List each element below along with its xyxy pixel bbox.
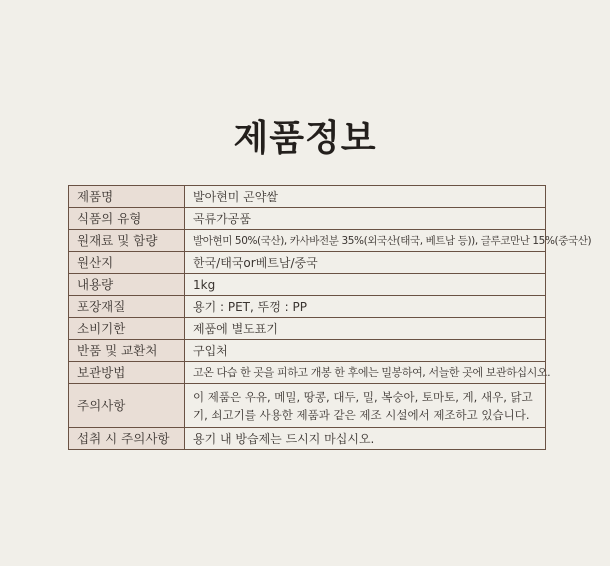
row-value: 발아현미 곤약쌀: [185, 186, 546, 208]
row-value: 발아현미 50%(국산), 카사바전분 35%(외국산(태국, 베트남 등)), 글루코만난 15%(중국산): [185, 230, 546, 252]
row-value: 제품에 별도표기: [185, 318, 546, 340]
row-label: 보관방법: [69, 362, 185, 384]
product-info-table: [68, 185, 592, 450]
table-row-storage: [69, 362, 546, 384]
row-label: 섭취 시 주의사항: [69, 428, 185, 450]
row-label: 원재료 및 함량: [69, 230, 185, 252]
table-row-ingredients: [69, 230, 546, 252]
row-value: 용기 내 방습제는 드시지 마십시오.: [185, 428, 546, 450]
row-label: 소비기한: [69, 318, 185, 340]
row-value: 용기 : PET, 뚜껑 : PP: [185, 296, 546, 318]
row-label: 내용량: [69, 274, 185, 296]
row-label: 반품 및 교환처: [69, 340, 185, 362]
row-value: 1kg: [185, 274, 546, 296]
table-row-net-content: [69, 274, 546, 296]
row-label: 제품명: [69, 186, 185, 208]
table-row-food-type: [69, 208, 546, 230]
table-row-origin: [69, 252, 546, 274]
row-value: 고온 다습 한 곳을 피하고 개봉 한 후에는 밀봉하여, 서늘한 곳에 보관하십시오.: [185, 362, 546, 384]
table-row-caution: [69, 384, 546, 428]
row-label: 포장재질: [69, 296, 185, 318]
row-value: 한국/태국or베트남/중국: [185, 252, 546, 274]
table-row-intake-caution: [69, 428, 546, 450]
table-row-returns: [69, 340, 546, 362]
row-label: 원산지: [69, 252, 185, 274]
row-label: 주의사항: [69, 384, 185, 428]
row-value: 구입처: [185, 340, 546, 362]
table-row-expiry: [69, 318, 546, 340]
table-row-product-name: [69, 186, 546, 208]
row-value: 이 제품은 우유, 메밀, 땅콩, 대두, 밀, 복숭아, 토마토, 게, 새우, 닭고기, 쇠고기를 사용한 제품과 같은 제조 시설에서 제조하고 있습니다.: [185, 384, 546, 428]
page-title: 제품정보: [233, 118, 377, 159]
row-label: 식품의 유형: [69, 208, 185, 230]
row-value: 곡류가공품: [185, 208, 546, 230]
table-row-packaging: [69, 296, 546, 318]
